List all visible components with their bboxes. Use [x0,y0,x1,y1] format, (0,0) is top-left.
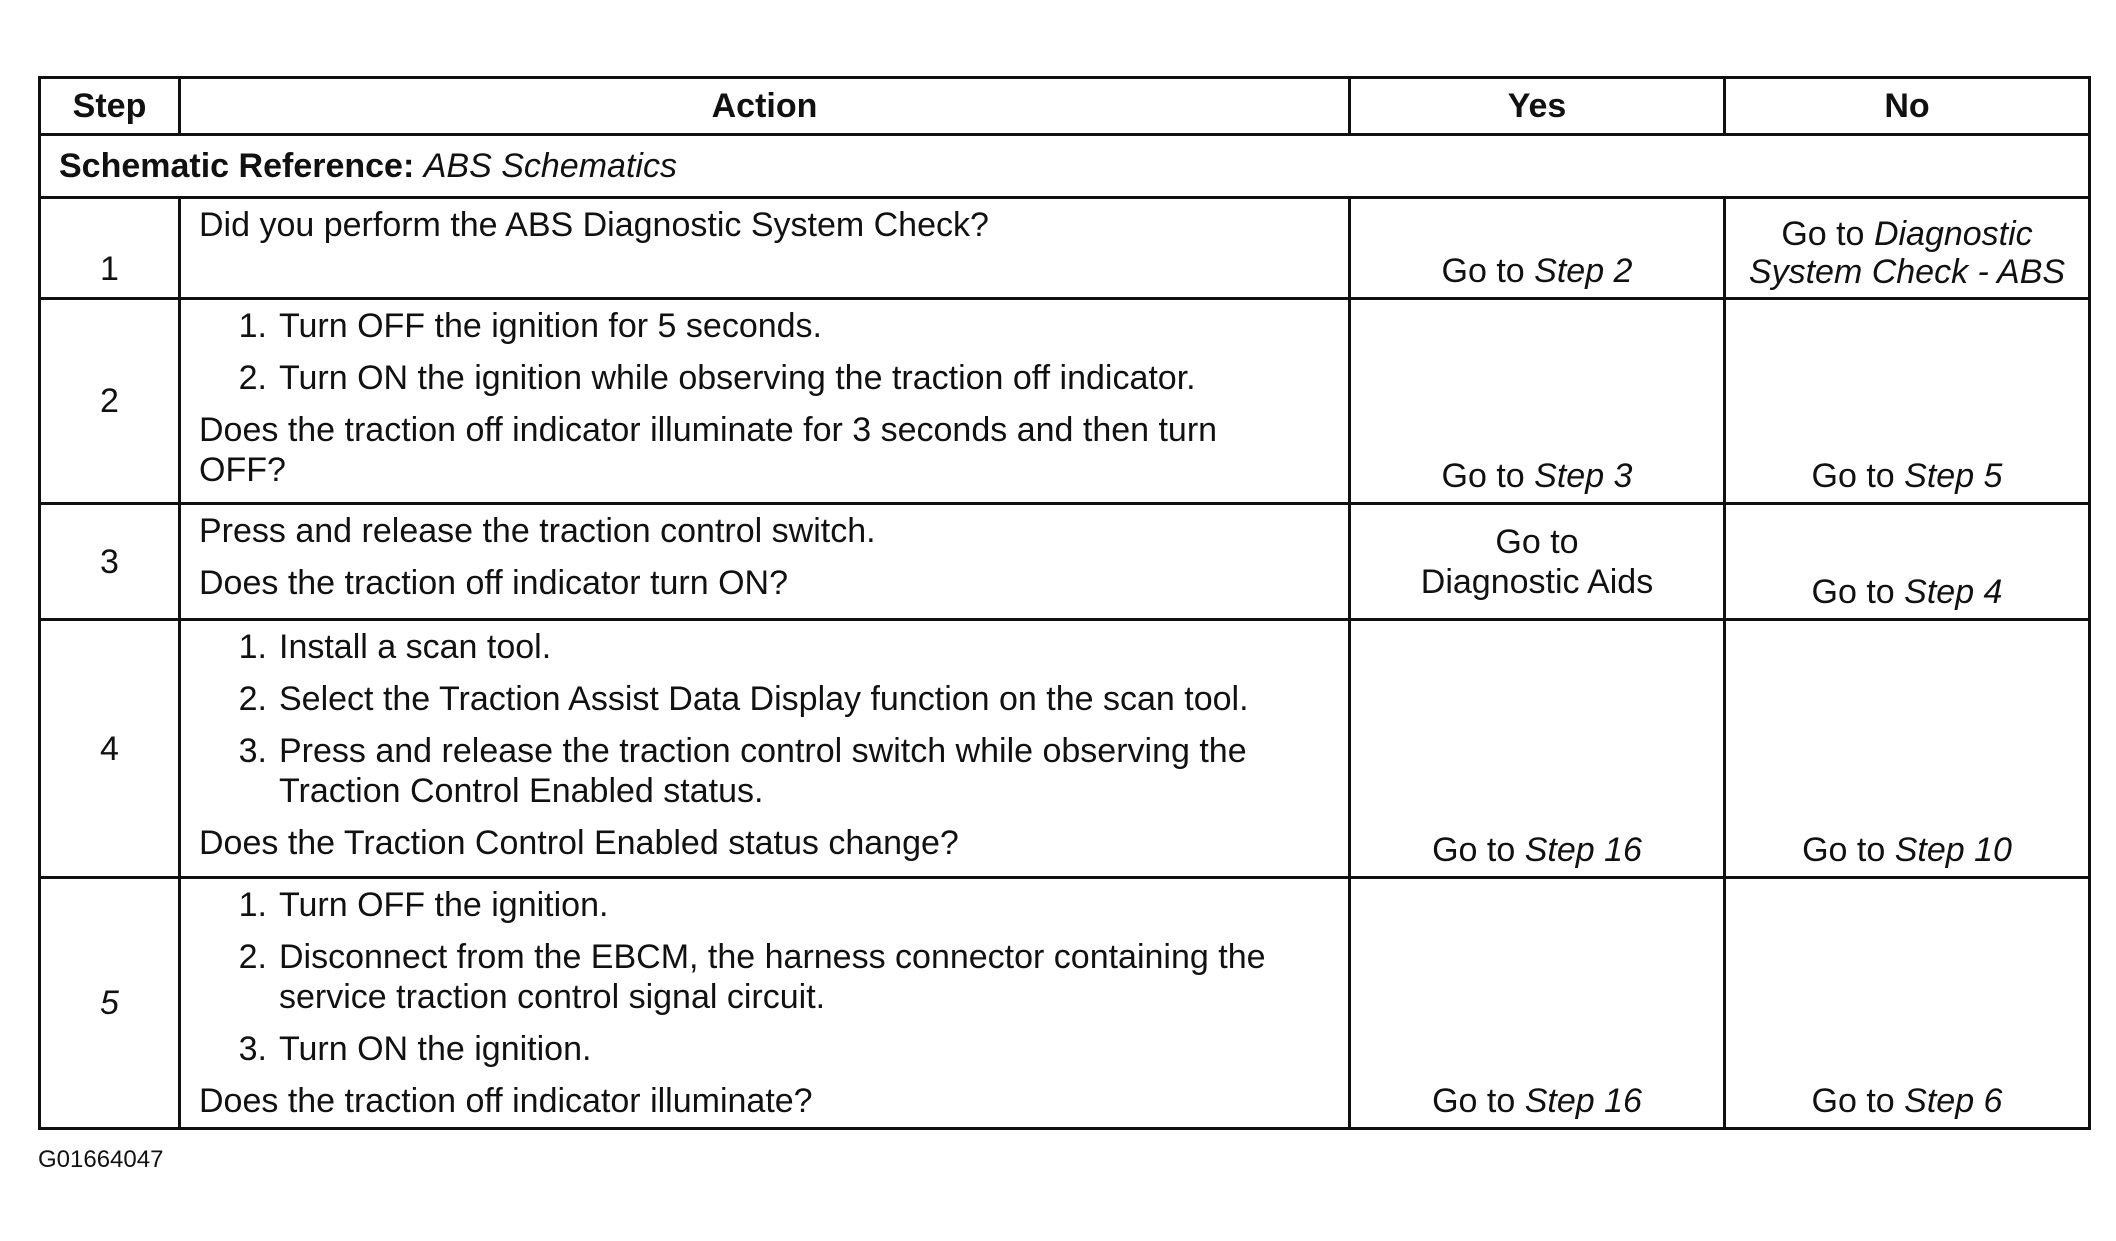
yes-prefix: Go to [1432,831,1516,869]
no-prefix: Go to [1811,1082,1895,1120]
table-row [40,878,2090,1129]
schematic-reference [40,135,2090,198]
action-steps-list [199,627,1332,811]
yes-prefix: Go to [1495,522,1579,561]
no-link[interactable]: Step 4 [1904,573,2003,611]
diagnostic-table [38,76,2091,1130]
action-cell [180,198,1350,299]
no-prefix: Go to [1781,215,1865,253]
yes-cell [1350,504,1725,620]
no-prefix: Go to [1811,573,1895,611]
no-prefix: Go to [1811,457,1895,495]
yes-prefix: Go to [1441,457,1525,495]
action-question: Does the traction off indicator illuminate? [199,1082,813,1120]
schematic-reference-row [40,135,2090,198]
schematic-reference-label: Schematic Reference: [59,147,415,185]
table-row [40,198,2090,299]
action-step: 3. Press and release the traction control switch while observing the Traction Control Enabled status. [238,732,1247,810]
action-question: Did you perform the ABS Diagnostic System Check? [199,206,989,244]
action-question: Does the traction off indicator illuminate for 3 seconds and then turn OFF? [199,411,1218,489]
no-cell [1725,299,2090,504]
action-step: 2. Select the Traction Assist Data Display function on the scan tool. [238,680,1249,718]
figure-id: G01664047 [38,1146,164,1173]
action-instruction: Press and release the traction control switch. [199,512,876,550]
no-prefix: Go to [1802,831,1886,869]
step-number: 2 [40,299,180,504]
yes-link[interactable]: Step 3 [1534,457,1633,495]
no-link[interactable]: Step 5 [1904,457,2003,495]
action-step: 1. Turn OFF the ignition for 5 seconds. [238,307,822,345]
header-yes: Yes [1350,78,1725,135]
yes-link[interactable]: Step 16 [1524,831,1642,869]
action-step: 3. Turn ON the ignition. [238,1030,592,1068]
no-cell [1725,504,2090,620]
table-row [40,504,2090,620]
yes-prefix: Go to [1432,1082,1516,1120]
yes-link[interactable]: Diagnostic Aids [1420,562,1654,601]
schematic-reference-link[interactable]: ABS Schematics [423,147,677,185]
no-cell [1725,198,2090,299]
table-row [40,299,2090,504]
step-number: 5 [40,878,180,1129]
yes-cell [1350,620,1725,878]
no-link[interactable]: Step 10 [1894,831,2012,869]
yes-cell [1350,878,1725,1129]
yes-link[interactable]: Step 2 [1534,252,1633,290]
action-step: 1. Install a scan tool. [238,628,552,666]
yes-prefix: Go to [1441,252,1525,290]
step-number: 3 [40,504,180,620]
step-number: 4 [40,620,180,878]
header-action: Action [180,78,1350,135]
action-step: 2. Turn ON the ignition while observing the traction off indicator. [238,359,1196,397]
yes-cell [1350,299,1725,504]
no-cell [1725,878,2090,1129]
action-step: 1. Turn OFF the ignition. [238,886,609,924]
header-no: No [1725,78,2090,135]
action-step: 2. Disconnect from the EBCM, the harness connector containing the service traction control signal circuit. [238,938,1266,1016]
action-cell [180,299,1350,504]
header-step: Step [40,78,180,135]
yes-link[interactable]: Step 16 [1524,1082,1642,1120]
action-steps-list [199,885,1332,1069]
step-number: 1 [40,198,180,299]
no-link-continued[interactable]: System Check - ABS [1748,253,2066,291]
yes-cell [1350,198,1725,299]
table-row [40,620,2090,878]
action-cell [180,504,1350,620]
action-question: Does the Traction Control Enabled status change? [199,824,959,862]
action-cell [180,620,1350,878]
action-cell [180,878,1350,1129]
action-question: Does the traction off indicator turn ON? [199,564,789,602]
no-cell [1725,620,2090,878]
header-row [40,78,2090,135]
no-link[interactable]: Diagnostic [1873,215,2033,253]
action-steps-list [199,306,1332,398]
no-link[interactable]: Step 6 [1904,1082,2003,1120]
